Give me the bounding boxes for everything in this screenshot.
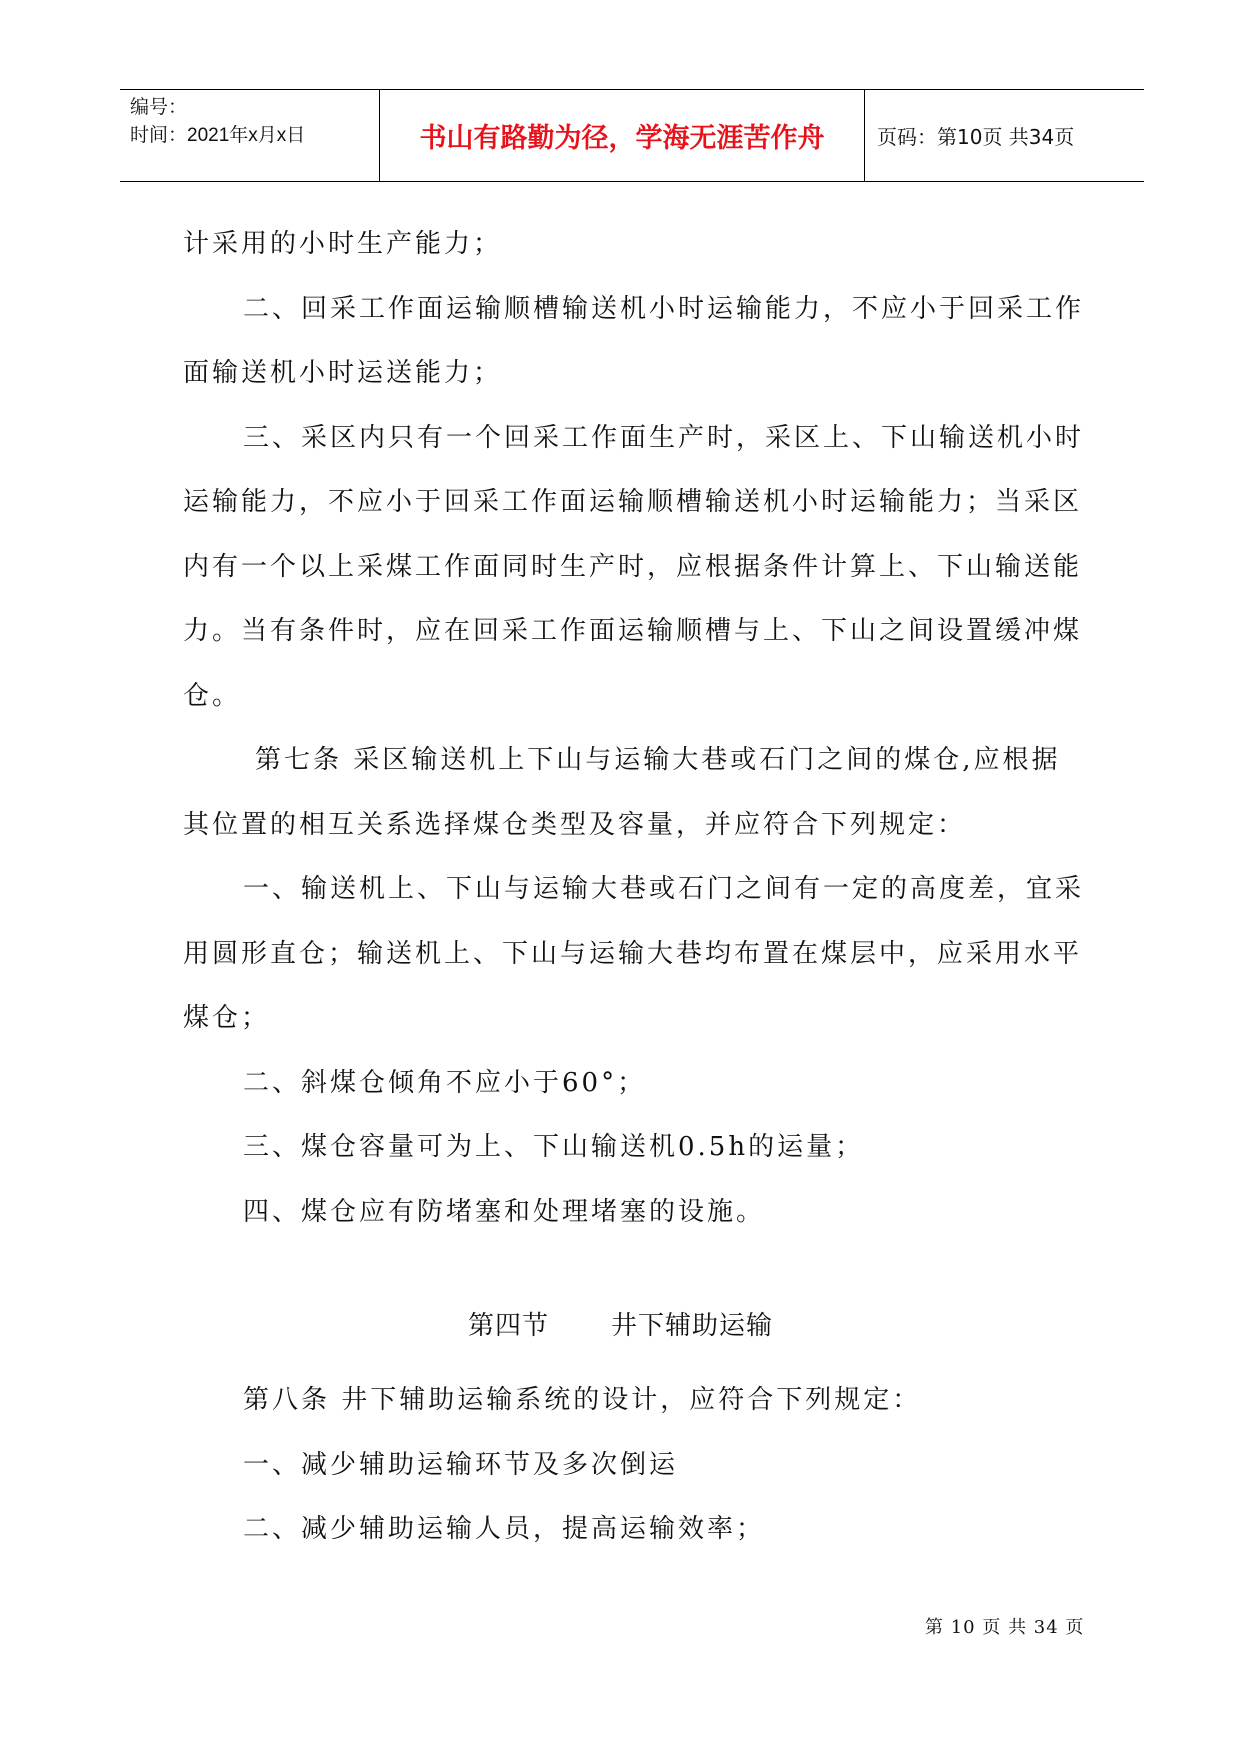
document-time-label: 时间：2021年x月x日 [130, 125, 306, 146]
paragraph-line: 仓。 [183, 680, 242, 711]
paragraph-line: 二、斜煤仓倾角不应小于60°； [243, 1067, 647, 1098]
section-title: 井下辅助运输 [611, 1311, 774, 1341]
header-motto: 书山有路勤为径，学海无涯苦作舟 [419, 123, 825, 154]
article-seven-heading: 第七条 采区输送机上下山与运输大巷或石门之间的煤仓,应根据 [255, 745, 1061, 775]
section-number: 第四节 [467, 1311, 549, 1341]
paragraph-line: 用圆形直仓；输送机上、下山与运输大巷均布置在煤层中，应采用水平 [183, 938, 1083, 969]
header-page-info: 页码：第10页 共34页 [877, 125, 1075, 149]
page-header [120, 89, 1144, 182]
header-page-info-cell [865, 90, 1144, 181]
paragraph-line: 面输送机小时运送能力； [183, 358, 503, 388]
document-body-continued [183, 1368, 1083, 1562]
paragraph-line: 三、煤仓容量可为上、下山输送机0.5h的运量； [243, 1132, 865, 1162]
paragraph-line: 内有一个以上采煤工作面同时生产时，应根据条件计算上、下山输送能 [183, 551, 1083, 582]
header-motto-cell [380, 90, 865, 181]
paragraph-line: 二、减少辅助运输人员，提高运输效率； [243, 1514, 766, 1544]
document-body [183, 212, 1083, 1244]
paragraph-line: 四、煤仓应有防堵塞和处理堵塞的设施。 [243, 1196, 766, 1227]
paragraph-line: 其位置的相互关系选择煤仓类型及容量，并应符合下列规定： [183, 809, 967, 840]
paragraph-line: 运输能力，不应小于回采工作面运输顺槽输送机小时运输能力；当采区 [183, 487, 1083, 517]
paragraph-line: 煤仓； [183, 1003, 271, 1033]
article-eight-heading: 第八条 井下辅助运输系统的设计，应符合下列规定： [243, 1385, 922, 1415]
paragraph-line: 三、采区内只有一个回采工作面生产时，采区上、下山输送机小时 [243, 422, 1085, 453]
paragraph-line: 力。当有条件时，应在回采工作面运输顺槽与上、下山之间设置缓冲煤 [183, 616, 1083, 646]
paragraph-line: 一、输送机上、下山与运输大巷或石门之间有一定的高度差，宜采 [243, 874, 1085, 904]
paragraph-line: 一、减少辅助运输环节及多次倒运 [243, 1449, 679, 1480]
page-footer: 第 10 页 共 34 页 [925, 1617, 1085, 1638]
paragraph-line: 计采用的小时生产能力； [183, 229, 503, 259]
section-heading [0, 1305, 1241, 1342]
header-meta [120, 90, 380, 181]
document-number-label: 编号： [130, 97, 188, 118]
paragraph-line: 二、回采工作面运输顺槽输送机小时运输能力，不应小于回采工作 [243, 293, 1085, 324]
